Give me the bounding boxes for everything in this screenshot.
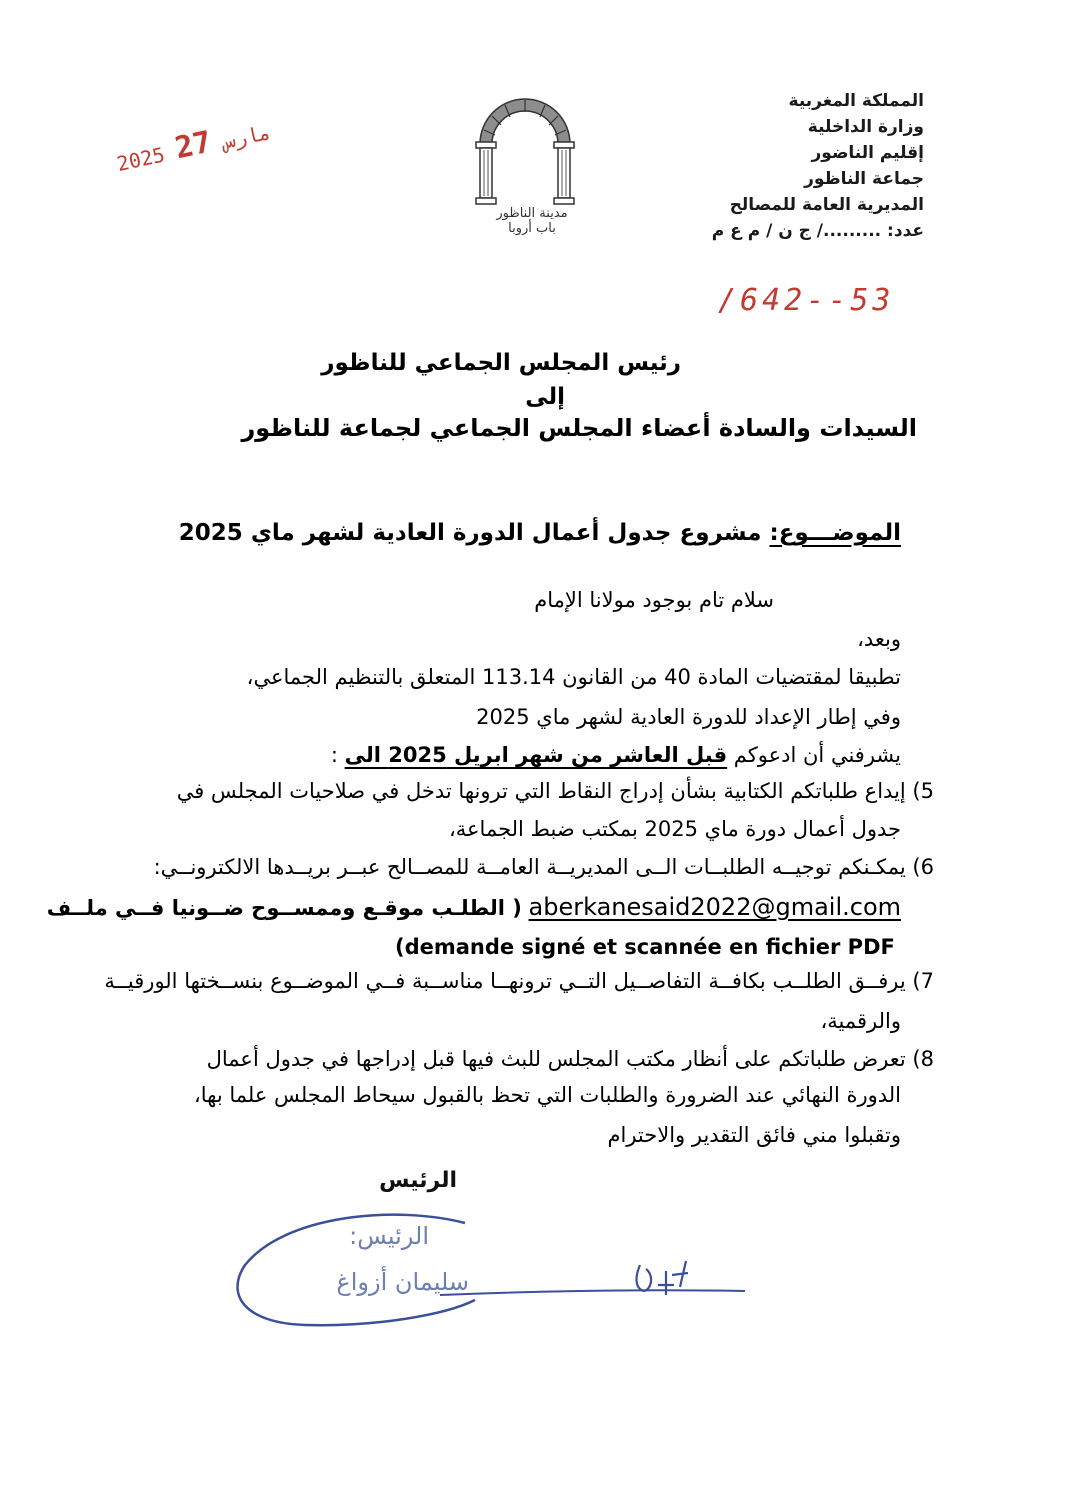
header-directorate: المديرية العامة للمصالح [729, 195, 924, 215]
subject-text: مشروع جدول أعمال الدورة العادية لشهر ماي 2025 [178, 520, 762, 546]
item-7-line-2: والرقمية، [820, 1009, 901, 1033]
item-6-note: ( الطلـب موقـع وممســوح ضــونيا فــي ملــف [46, 896, 522, 920]
item-7-line-1: 7) يرفــق الطلــب بكافــة التفاصــيل التــي ترونهــا مناســبة فــي الموضــوع بنســختها الورقيــة [104, 969, 934, 993]
item-8-line-2: الدورة النهائي عند الضرورة والطلبات التي تحظ بالقبول سيحاط المجلس علما بها، [193, 1083, 901, 1107]
greeting: سلام تام بوجود مولانا الإمام [534, 588, 774, 612]
header-reference: عدد: ........./ ج ن / م ع م [711, 221, 924, 241]
recipients-line: السيدات والسادة أعضاء المجلس الجماعي لجماعة للناظور [241, 414, 917, 442]
logo-caption-gate: باب أروبا [508, 221, 556, 236]
logo-caption [462, 206, 602, 236]
arch-gate-icon [470, 92, 580, 207]
invitation-prefix: يشرفني أن ادعوكم [727, 743, 901, 767]
item-5-line-1: 5) إيداع طلباتكم الكتابية بشأن إدراج النقاط التي ترونها تدخل في صلاحيات المجلس في [176, 779, 934, 803]
header-ministry: وزارة الداخلية [807, 117, 924, 137]
paragraph-invitation [331, 740, 901, 770]
subject-line [179, 520, 901, 546]
reference-number-stamp: /642--53 [718, 283, 895, 318]
paragraph-legal-basis: تطبيقا لمقتضيات المادة 40 من القانون 113.14 المتعلق بالتنظيم الجماعي، [246, 665, 901, 689]
paragraph-preparation: وفي إطار الإعداد للدورة العادية لشهر ماي 2025 [476, 705, 901, 729]
header-kingdom: المملكة المغربية [788, 91, 924, 111]
signature-stamp-title: الرئيس: [349, 1222, 429, 1250]
signature-scribble-icon [440, 1255, 750, 1305]
sender-line: رئيس المجلس الجماعي للناظور [321, 350, 681, 376]
header-block [712, 88, 924, 244]
logo-caption-city: مدينة الناظور [496, 206, 568, 221]
date-stamp-month: مارس [220, 119, 273, 154]
signature-stamp-name: سليمان أزواغ [336, 1268, 469, 1296]
to-word: إلى [525, 384, 565, 410]
header-commune: جماعة الناظور [804, 169, 924, 189]
handwritten-signature [440, 1255, 750, 1305]
date-stamp-year: 2025 [114, 142, 167, 176]
closing-line: وتقبلوا مني فائق التقدير والاحترام [607, 1123, 901, 1147]
date-stamp-day: 27 [171, 124, 215, 167]
signature-title: الرئيس [379, 1168, 457, 1193]
item-5-line-2: جدول أعمال دورة ماي 2025 بمكتب ضبط الجماعة، [448, 817, 901, 841]
wa-baad: وبعد، [857, 627, 901, 651]
city-logo [470, 92, 580, 207]
invitation-deadline: قبل العاشر من شهر ابريل 2025 الى [344, 743, 728, 767]
item-6-line-1: 6) يمكـنكم توجيــه الطلبــات الــى المديريــة العامــة للمصــالح عبــر بريــدها الالكترونــي: [153, 855, 934, 879]
invitation-suffix: : [330, 743, 345, 767]
contact-email[interactable]: aberkanesaid2022@gmail.com [528, 893, 901, 921]
date-stamp [113, 112, 273, 179]
item-8-line-1: 8) تعرض طلباتكم على أنظار مكتب المجلس للبث فيها قبل إدراجها في جدول أعمال [206, 1047, 934, 1071]
subject-label: الموضـــوع: [769, 520, 901, 546]
header-province: إقليم الناضور [811, 143, 924, 163]
item-6-line-2 [47, 892, 901, 923]
item-6-line-3: (demande signé et scannée en fichier PDF [395, 935, 895, 959]
